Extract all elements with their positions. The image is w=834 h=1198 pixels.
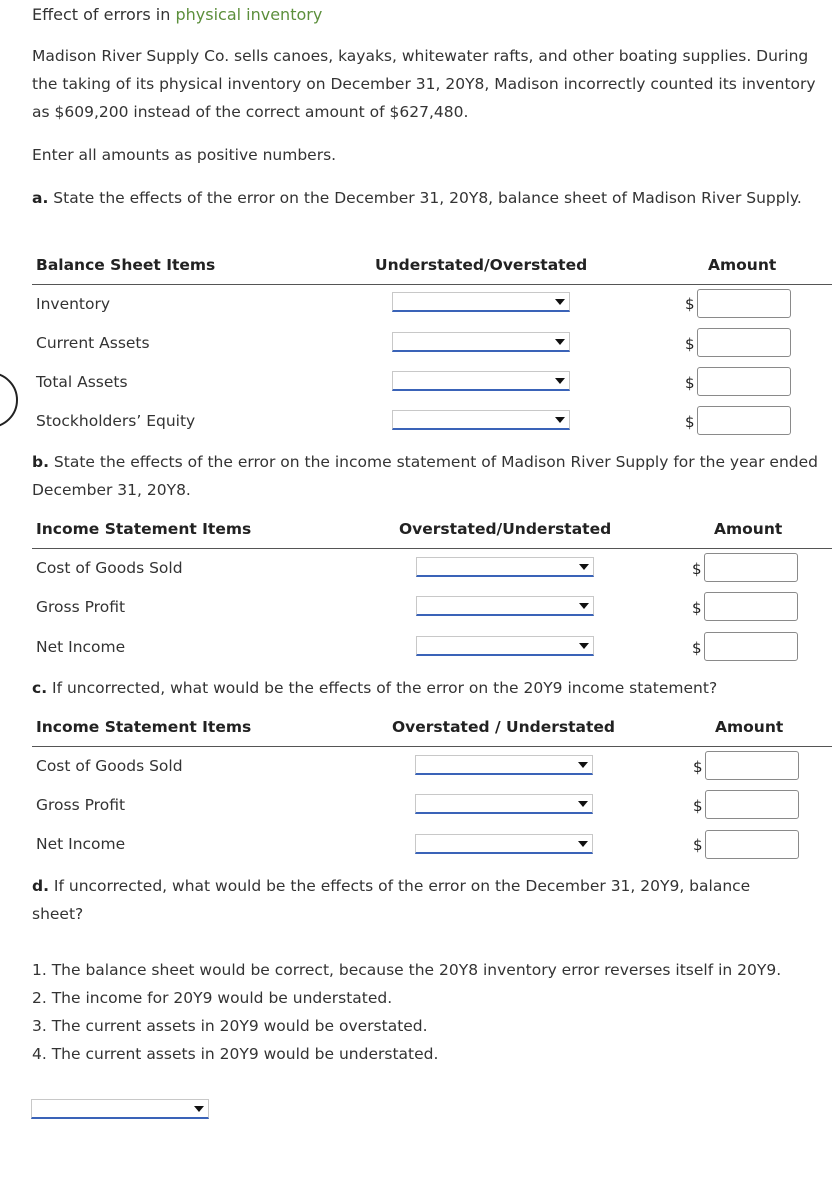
part-a-stockholders-equity-amount-input[interactable] [697,406,791,435]
part-b-text: State the effects of the error on the income statement of Madison River Supply for the year ended December 31, 20Y8. [32,453,819,499]
currency-symbol: $ [692,599,702,617]
chevron-down-icon [579,643,589,649]
chevron-down-icon [578,801,588,807]
part-c-cogs-direction-select[interactable] [415,755,593,775]
part-a-total-assets-amount-input[interactable] [697,367,791,396]
cursor-circle [0,372,18,428]
part-b-cogs-amount-input[interactable] [704,553,798,582]
part-c-label: c. [32,679,48,697]
part-c-gross-profit-direction-select[interactable] [415,794,593,814]
part-a-row-label: Current Assets [36,334,150,352]
currency-symbol: $ [685,413,695,431]
chevron-down-icon [578,841,588,847]
part-c-row-label: Gross Profit [36,796,126,814]
part-c-question [32,674,832,702]
part-a-question [32,184,802,212]
currency-symbol: $ [693,836,703,854]
part-a-row-label: Stockholders’ Equity [36,412,196,430]
part-b-gross-profit-amount-input[interactable] [704,592,798,621]
chevron-down-icon [555,339,565,345]
part-c-row-label: Net Income [36,835,126,853]
part-b-gross-profit-direction-select[interactable] [416,596,594,616]
chevron-down-icon [555,378,565,384]
currency-symbol: $ [685,295,695,313]
part-b-cogs-direction-select[interactable] [416,557,594,577]
part-c-net-income-amount-input[interactable] [705,830,799,859]
part-a-col-direction: Understated/Overstated [375,256,588,274]
part-b-row-label: Gross Profit [36,598,126,616]
chevron-down-icon [555,417,565,423]
part-d-label: d. [32,877,49,895]
part-d-question [32,872,802,928]
part-a-label: a. [32,189,49,207]
part-d-option: 1. The balance sheet would be correct, because the 20Y8 inventory error reverses itself in 20Y9. [32,961,782,979]
part-a-current-assets-amount-input[interactable] [697,328,791,357]
chevron-down-icon [579,564,589,570]
part-b-net-income-direction-select[interactable] [416,636,594,656]
part-a-col-amount: Amount [708,256,777,274]
intro-paragraph: Madison River Supply Co. sells canoes, kayaks, whitewater rafts, and other boating supplies. During the taking of its physical inventory on December 31, 20Y8, Madison incorrectly counted its inventory as $609,200 instead of the correct amount of $627,480. [32,47,816,121]
part-a-row-label: Total Assets [36,373,128,391]
part-d-option: 4. The current assets in 20Y9 would be understated. [32,1045,439,1063]
part-a-current-assets-direction-select[interactable] [392,332,570,352]
instruction-text: Enter all amounts as positive numbers. [32,146,337,164]
part-b-col-item: Income Statement Items [36,520,252,538]
part-a-inventory-amount-input[interactable] [697,289,791,318]
page-title [32,5,322,24]
part-b-net-income-amount-input[interactable] [704,632,798,661]
part-c-header-rule [32,746,832,747]
currency-symbol: $ [685,374,695,392]
part-d-option: 3. The current assets in 20Y9 would be overstated. [32,1017,428,1035]
part-a-header-rule [32,284,832,285]
part-d-text: If uncorrected, what would be the effects of the error on the December 31, 20Y9, balance sheet? [32,877,751,923]
chevron-down-icon [555,299,565,305]
part-d-options-list [32,956,832,1068]
part-a-inventory-direction-select[interactable] [392,292,570,312]
part-c-cogs-amount-input[interactable] [705,751,799,780]
part-b-row-label: Net Income [36,638,126,656]
part-a-stockholders-equity-direction-select[interactable] [392,410,570,430]
part-a-text: State the effects of the error on the December 31, 20Y8, balance sheet of Madison River Supply. [53,189,802,207]
part-c-row-label: Cost of Goods Sold [36,757,183,775]
currency-symbol: $ [693,758,703,776]
currency-symbol: $ [693,797,703,815]
part-d-option: 2. The income for 20Y9 would be understated. [32,989,393,1007]
part-c-text: If uncorrected, what would be the effects of the error on the 20Y9 income statement? [52,679,718,697]
part-b-col-amount: Amount [714,520,783,538]
part-a-row-label: Inventory [36,295,111,313]
part-a-total-assets-direction-select[interactable] [392,371,570,391]
part-b-col-direction: Overstated/Understated [399,520,612,538]
part-a-col-item: Balance Sheet Items [36,256,216,274]
part-b-label: b. [32,453,49,471]
chevron-down-icon [579,603,589,609]
chevron-down-icon [194,1106,204,1112]
part-c-gross-profit-amount-input[interactable] [705,790,799,819]
part-b-question [32,448,822,504]
part-c-col-amount: Amount [715,718,784,736]
currency-symbol: $ [685,335,695,353]
part-b-header-rule [32,548,832,549]
part-c-col-direction: Overstated / Understated [392,718,615,736]
currency-symbol: $ [692,560,702,578]
part-c-net-income-direction-select[interactable] [415,834,593,854]
part-b-row-label: Cost of Goods Sold [36,559,183,577]
chevron-down-icon [578,762,588,768]
title-prefix: Effect of errors in [32,5,176,24]
physical-inventory-link[interactable]: physical inventory [175,5,323,24]
part-d-answer-select[interactable] [31,1099,209,1119]
currency-symbol: $ [692,639,702,657]
part-c-col-item: Income Statement Items [36,718,252,736]
